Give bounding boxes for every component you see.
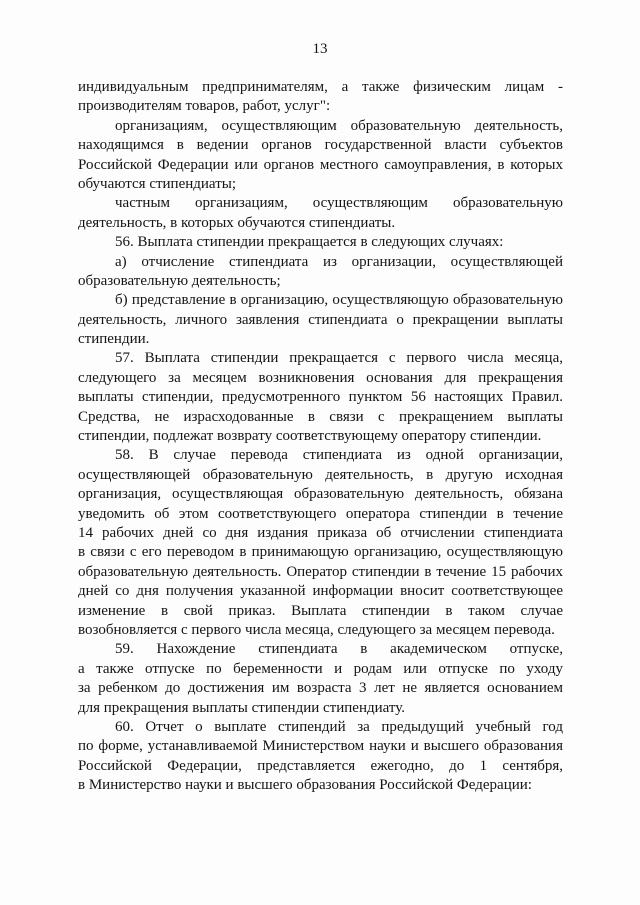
text-line: 58. В случае перевода стипендиата из одной организации, [115, 447, 563, 464]
paragraph [78, 117, 563, 195]
text-line: частным организациям, осуществляющим образовательную [115, 195, 563, 212]
text-line: Российской Федерации или органов местного самоуправления, в которых [78, 156, 563, 173]
text-line: деятельность, в которых обучаются стипендиаты. [78, 214, 396, 231]
text-line: в Министерство науки и высшего образования Российской Федерации: [78, 777, 532, 794]
body-text [78, 78, 563, 795]
text-line: 59. Нахождение стипендиата в академическом отпуске, [115, 641, 563, 658]
paragraph [78, 291, 563, 349]
text-line: по форме, устанавливаемой Министерством науки и высшего образования [78, 738, 563, 755]
text-line: 14 рабочих дней со дня издания приказа об отчислении стипендиата [78, 524, 563, 541]
text-line: индивидуальным предпринимателям, а также физическим лицам - [78, 79, 563, 95]
text-line: Средства, не израсходованные в связи с прекращением выплаты [78, 408, 563, 425]
text-line: 57. Выплата стипендии прекращается с первого числа месяца, [115, 350, 563, 367]
text-line: Российской Федерации, представляется ежегодно, до 1 сентября, [78, 757, 563, 774]
text-line: а также отпуске по беременности и родам или отпуске по уходу [78, 660, 563, 677]
text-line: организациям, осуществляющим образовательную деятельность, [115, 117, 563, 134]
text-line: за ребенком до достижения им возраста 3 лет не является основанием [78, 680, 563, 697]
text-line: изменение в свой приказ. Выплата стипендии в таком случае [78, 602, 563, 619]
text-line: а) отчисление стипендиата из организации, осуществляющей [115, 253, 563, 270]
text-line: стипендии. [78, 331, 150, 348]
paragraph [78, 718, 563, 796]
page-number: 13 [312, 41, 328, 57]
text-line: 60. Отчет о выплате стипендий за предыдущий учебный год [115, 718, 563, 735]
text-line: 56. Выплата стипендии прекращается в следующих случаях: [115, 234, 504, 251]
text-line: для прекращения выплаты стипендии стипендиату. [78, 699, 406, 716]
paragraph [78, 253, 563, 292]
text-line: в связи с его переводом в принимающую организацию, осуществляющую [78, 544, 563, 561]
paragraph [78, 78, 563, 117]
text-line: деятельность, личного заявления стипендиата о прекращении выплаты [78, 311, 563, 328]
text-line: следующего за месяцем возникновения основания для прекращения [78, 369, 563, 386]
text-line: уведомить об этом соответствующего оператора стипендии в течение [78, 505, 563, 522]
text-line: образовательную деятельность. Оператор стипендии в течение 15 рабочих [78, 563, 563, 580]
text-line: осуществляющей образовательную деятельность, в другую исходная [78, 466, 563, 483]
paragraph [78, 233, 563, 252]
text-line: возобновляется с первого числа месяца, следующего за месяцем перевода. [78, 621, 555, 638]
text-line: образовательную деятельность; [78, 272, 281, 289]
paragraph [78, 446, 563, 640]
text-line: стипендии, подлежат возврату соответствующему оператору стипендии. [78, 428, 542, 445]
paragraph [78, 640, 563, 718]
text-line: находящимся в ведении органов государственной власти субъектов [78, 137, 563, 154]
text-line: б) представление в организацию, осуществляющую образовательную [115, 292, 563, 309]
text-line: выплаты стипендии, предусмотренного пунктом 56 настоящих Правил. [78, 389, 563, 406]
text-line: обучаются стипендиаты; [78, 175, 236, 192]
text-line: организация, осуществляющая образовательную деятельность, обязана [78, 486, 563, 503]
text-line: дней со дня получения указанной информации вносит соответствующее [78, 583, 563, 600]
text-line: производителям товаров, работ, услуг": [78, 98, 331, 115]
paragraph [78, 194, 563, 233]
paragraph [78, 349, 563, 446]
